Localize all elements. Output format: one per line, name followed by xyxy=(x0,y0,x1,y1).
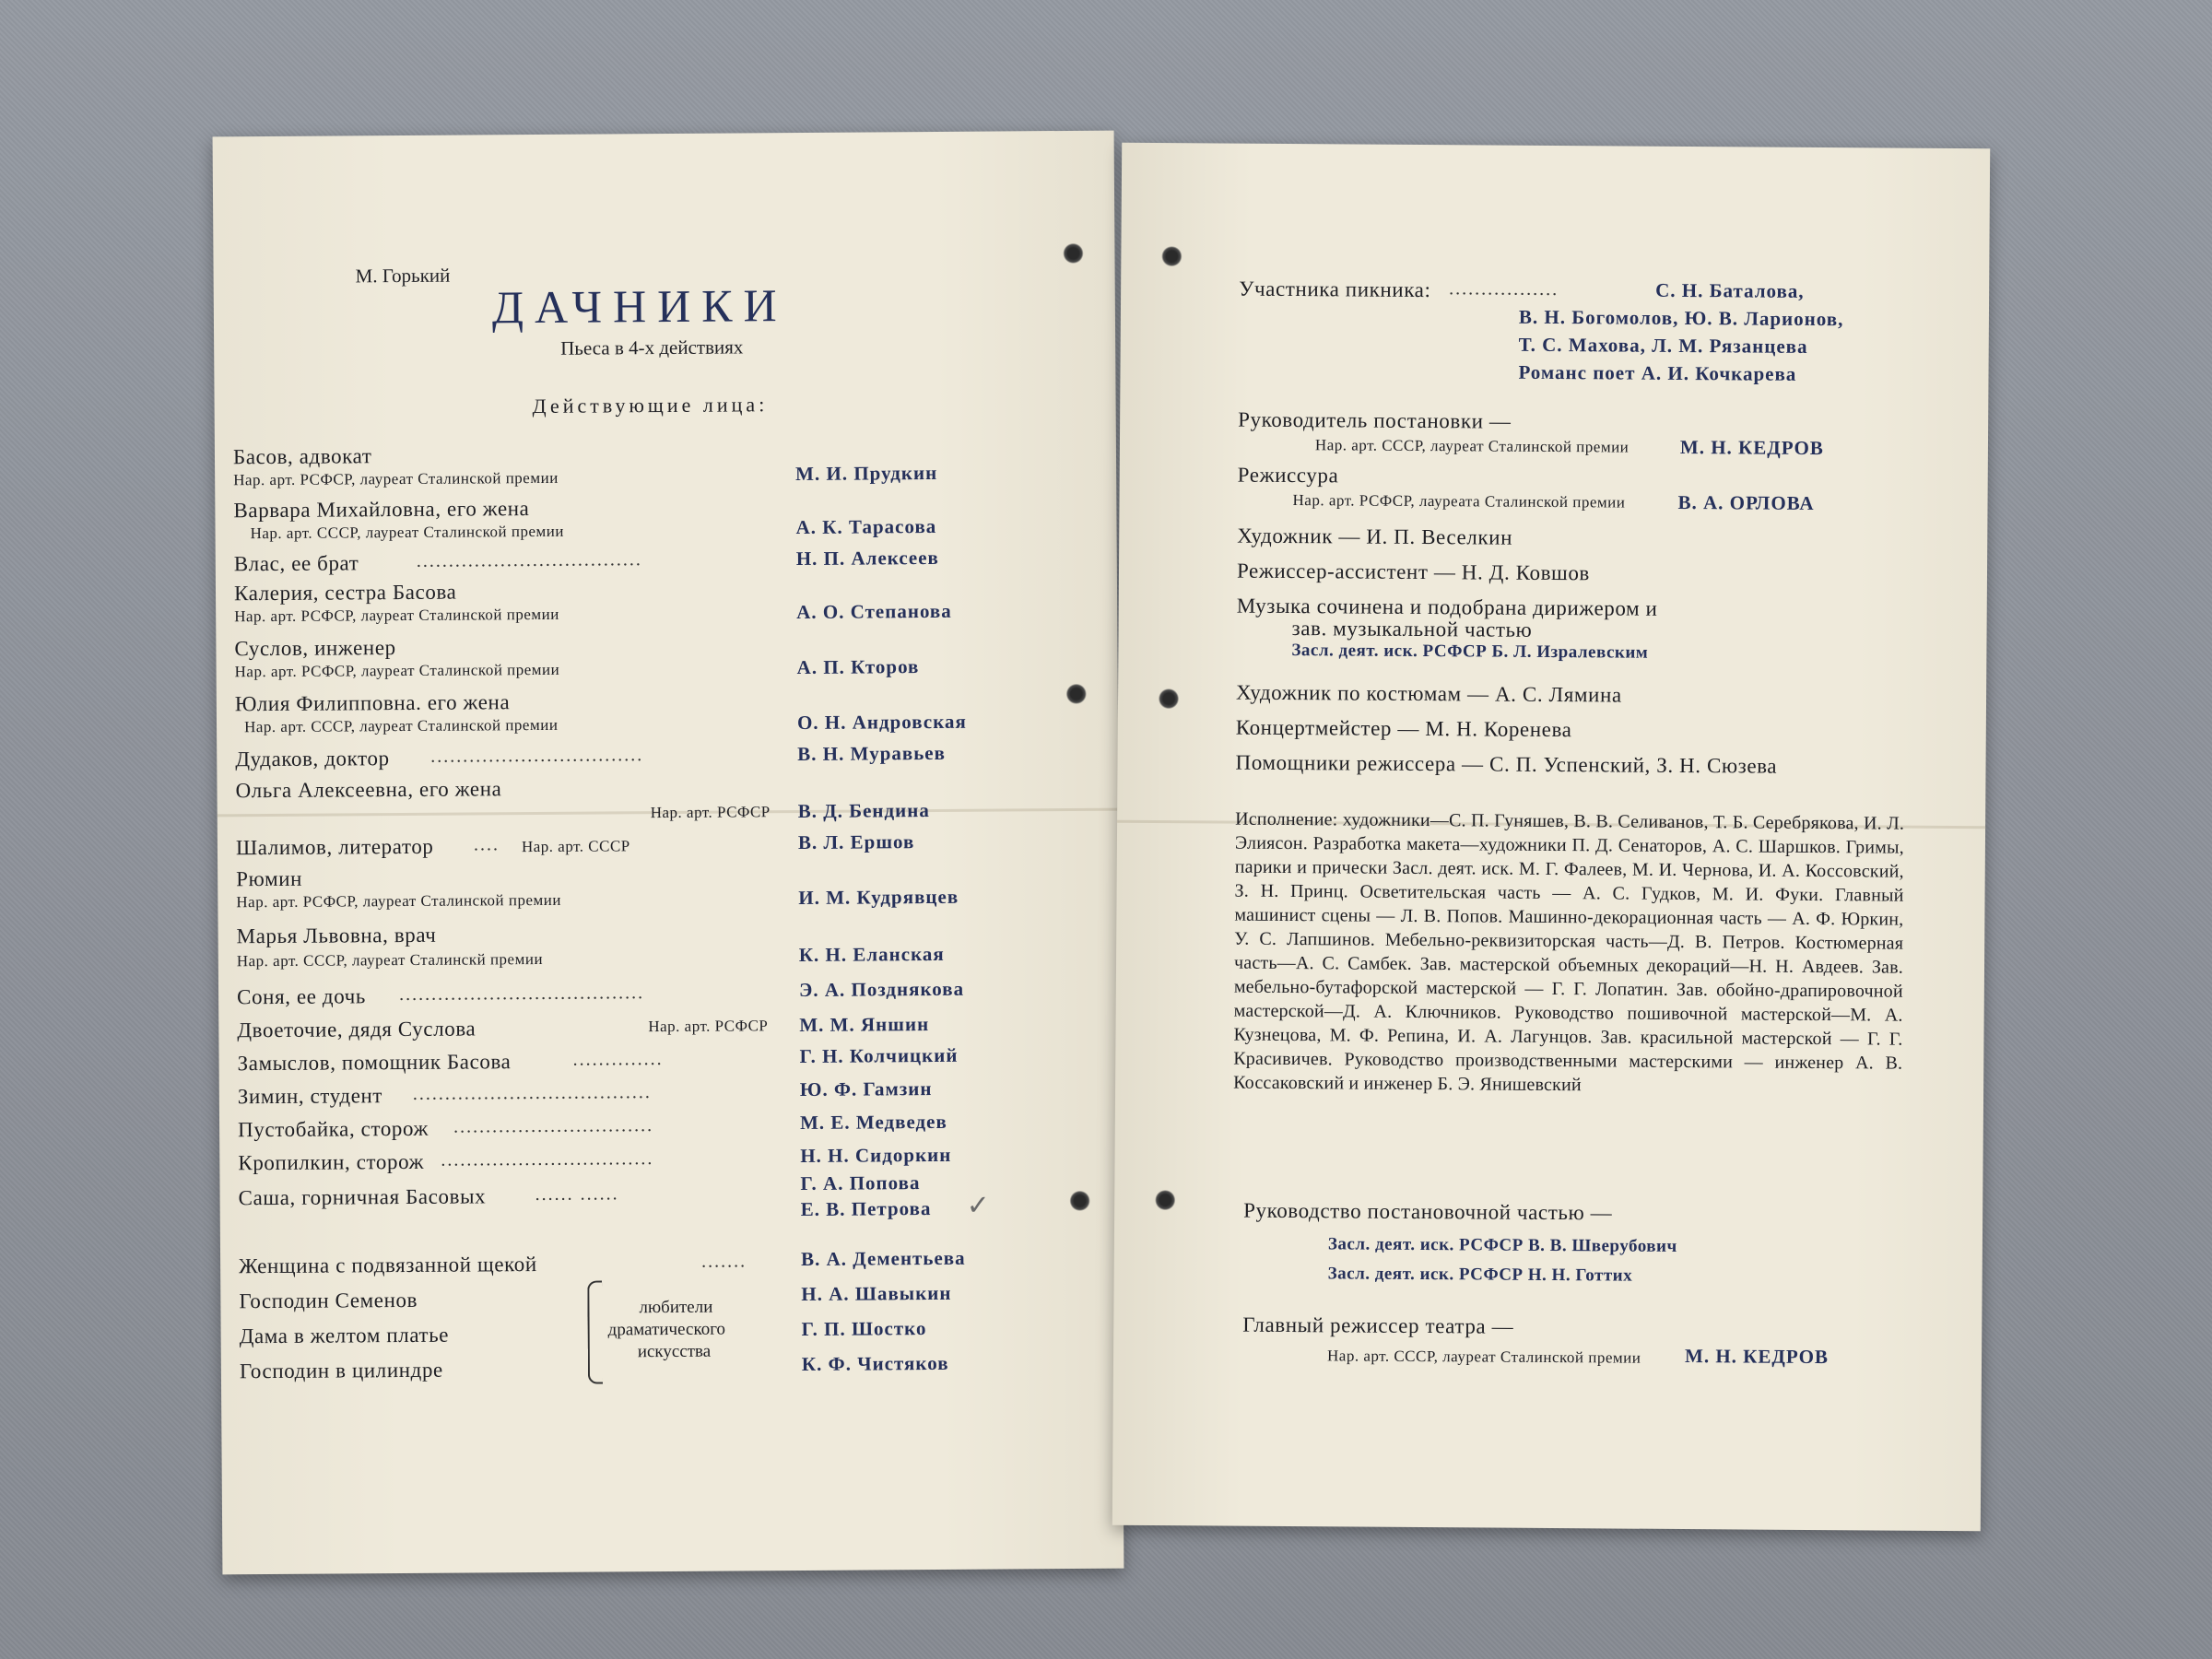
binding-hole xyxy=(1159,688,1179,709)
staging-name: В. А. ОРЛОВА xyxy=(1677,490,1815,514)
cast-actor: М. И. Прудкин xyxy=(795,461,938,486)
cast-role: Пустобайка, сторож xyxy=(238,1116,429,1142)
assistant-credit: Режиссер-ассистент — Н. Д. Ковшов xyxy=(1236,559,1591,585)
cast-actor: Ю. Ф. Гамзин xyxy=(799,1077,933,1101)
chief-name: М. Н. КЕДРОВ xyxy=(1684,1345,1830,1369)
binding-hole xyxy=(1155,1190,1175,1210)
author: М. Горький xyxy=(355,264,451,288)
play-subtitle: Пьеса в 4-х действиях xyxy=(560,335,744,359)
play-title: ДАЧНИКИ xyxy=(491,279,788,334)
picnic-line: Романс поет А. И. Кочкарева xyxy=(1518,360,1797,385)
binding-hole xyxy=(1070,1191,1090,1211)
production-label: Руководство постановочной частью — xyxy=(1243,1198,1613,1225)
cast-role: Кропилкин, сторож xyxy=(238,1149,425,1175)
amateurs-note-line: искусства xyxy=(637,1341,712,1362)
cast-role: Юлия Филипповна. его жена xyxy=(234,690,511,716)
cast-actor: О. Н. Андровская xyxy=(796,710,967,735)
cast-role: Господин Семенов xyxy=(239,1288,418,1313)
cast-actor: А. К. Тарасова xyxy=(795,514,937,539)
picnic-label: Участника пикника: xyxy=(1239,276,1431,302)
cast-role: Женщина с подвязанной щекой xyxy=(239,1253,537,1278)
left-page: М. Горький ДАЧНИКИ Пьеса в 4-х действиях Действующие лица: Басов, адвокат Нар. арт. РСФСР, лауреат Сталинской премии М. И. Прудкин Варвара Михайловна, его жена Нар. арт. СССР, лауреат Сталинской премии А. К. Тарасова Влас, ее брат ................................... Н. П. Алексеев Калерия, сестра Басова Нар. арт. РСФСР, лауреат Сталинской премии А. О. Степанова Суслов, инженер Нар. арт. РСФСР, лауреат Сталинской премии А. П. Кторов Юлия Филипповна. его жена Нар. арт. СССР, лауреат Сталинской премии О. Н. Андровская Дудаков, доктор ................................. В. Н. Муравьев Ольга Алексеевна, его жена Нар. арт. РСФСР В. Д. Бендина Шалимов, литератор .... Нар. арт. СССР В. Л. Ершов Рюмин Нар. арт. РСФСР, лауреат Сталинской премии И. М. Кудрявцев Марья Львовна, врач Нар. арт. СССР, лауреат Сталинскй премии К. Н. Еланская Соня, ее дочь ...................................... Э. А. Позднякова Двоеточие, дядя Суслова Нар. арт. РСФСР М. М. Яншин Замыслов, помощник Басова .............. Г. Н. Колчицкий Зимин, студент ..................................... Ю. Ф. Гамзин Пустобайка, сторож ............................... М. Е. Медведев Кропилкин, сторож ................................. Н. Н. Сидоркин Саша, горничная Басовых ...... ...... Г. А. Попова Е. В. Петрова ✓ Женщина с подвязанной щекой ....... В. А. Дементьева Господин Семенов Н. А. Шавыкин Дама в желтом платье Г. П. Шостко Господин в цилиндре К. Ф. Чистяков любители драматического искусства xyxy=(213,131,1124,1575)
cast-actor: М. Е. Медведев xyxy=(799,1110,947,1135)
cast-actor: Г. Н. Колчицкий xyxy=(799,1043,959,1068)
amateurs-note-line: любители xyxy=(639,1297,713,1318)
cast-role: Господин в цилиндре xyxy=(239,1358,443,1383)
cast-actor-alt: Е. В. Петрова xyxy=(800,1197,932,1221)
cast-role: Зимин, студент xyxy=(237,1084,383,1109)
cast-role: Варвара Михайловна, его жена xyxy=(233,497,530,523)
cast-credit: Нар. арт. СССР, лауреат Сталинской премии xyxy=(250,522,564,543)
cast-credit: Нар. арт. РСФСР, лауреат Сталинской премии xyxy=(234,605,559,626)
cast-heading: Действующие лица: xyxy=(532,393,769,418)
cast-role: Басов, адвокат xyxy=(232,444,372,469)
cast-actor: Н. П. Алексеев xyxy=(795,546,939,571)
cast-actor: Г. П. Шостко xyxy=(801,1317,927,1341)
cast-actor: А. О. Степанова xyxy=(796,599,952,624)
cast-actor: В. Д. Бендина xyxy=(797,799,930,823)
cast-actor: М. М. Яншин xyxy=(799,1013,930,1037)
costumes-credit: Художник по костюмам — А. С. Лямина xyxy=(1235,680,1622,707)
cast-credit: Нар. арт. СССР, лауреат Сталинской премии xyxy=(243,715,559,736)
cast-actor: В. Н. Муравьев xyxy=(797,741,947,766)
cast-actor: К. Ф. Чистяков xyxy=(801,1351,949,1376)
chief-label: Главный режиссер театра — xyxy=(1242,1312,1514,1338)
picnic-line: С. Н. Баталова, xyxy=(1655,278,1805,302)
right-page: Участника пикника: ................. С. Н. Баталова, В. Н. Богомолов, Ю. В. Ларионов, Т. С. Махова, Л. М. Рязанцева Романс поет А. И. Кочкарева Руководитель постановки — Нар. арт. СССР, лауреат Сталинской премии М. Н. КЕДРОВ Режиссура Нар. арт. РСФСР, лауреата Сталинской премии В. А. ОРЛОВА Художник — И. П. Веселкин Режиссер-ассистент — Н. Д. Ковшов Музыка сочинена и подобрана дирижером и зав. музыкальной частью Засл. деят. иск. РСФСР Б. Л. Изралевским Художник по костюмам — А. С. Лямина Концертмейстер — М. Н. Коренева Помощники режиссера — С. П. Успенский, З. Н. Сюзева Исполнение: художники—С. П. Гуняшев, В. В. Селиванов, Т. Б. Серебрякова, И. Л. Элиясон. Разработка макета—художники П. Д. Сенаторов, А. С. Шаршков. Гримы, парики и прически Засл. деят. иск. М. Г. Фалеев, М. И. Чернова, И. А. Коссовский, З. Н. Принц. Осветительская часть — А. С. Гудков, М. И. Фуки. Главный машинист сцены — Л. В. Попов. Машинно-декорационная часть — А. Ф. Юркин, У. С. Лапшинов. Мебельно-реквизиторская часть—Д. В. Петров. Костюмерная часть—А. С. Самбек. Зав. мастерской объемных декораций—Н. Н. Авдеев. Зав. мебельно-бутафорской мастерской — Г. Г. Лопатин. Зав. обойно-драпировочной мастерской—Д. А. Ключников. Руководство пошивочной мастерской—М. А. Кузнецова, М. Ф. Репина, И. А. Лагунцов. Зав. красильной мастерской — Г. Г. Красивичев. Руководство производственными мастерскими — инженер А. В. Коссаковский и инженер Б. Э. Янишевский Руководство постановочной частью — Засл. деят. иск. РСФСР В. В. Шверубович Засл. деят. иск. РСФСР Н. Н. Готтих Главный режиссер театра — Нар. арт. СССР, лауреат Сталинской премии М. Н. КЕДРОВ xyxy=(1112,143,1990,1532)
production-credit: Засл. деят. иск. РСФСР Н. Н. Готтих xyxy=(1327,1264,1633,1286)
chief-credit: Нар. арт. СССР, лауреат Сталинской премии xyxy=(1326,1347,1641,1367)
cast-credit: Нар. арт. РСФСР, лауреат Сталинской премии xyxy=(233,468,559,489)
production-credit: Засл. деят. иск. РСФСР В. В. Шверубович xyxy=(1327,1234,1677,1256)
music-line: зав. музыкальной частью xyxy=(1291,617,1533,641)
cast-role: Ольга Алексеевна, его жена xyxy=(235,777,502,803)
amateurs-note-line: драматического xyxy=(607,1319,726,1340)
cast-role: Замыслов, помощник Басова xyxy=(237,1050,512,1076)
cast-actor: В. Л. Ершов xyxy=(797,830,915,854)
cast-actor: Г. А. Попова xyxy=(800,1171,921,1195)
director-name: М. Н. КЕДРОВ xyxy=(1679,435,1824,460)
execution-paragraph: Исполнение: художники—С. П. Гуняшев, В. В. Селиванов, Т. Б. Серебрякова, И. Л. Элиясон. Разработка макета—художники П. Д. Сенаторов, А. С. Шаршков. Гримы, парики и прически Засл. деят. иск. М. Г. Фалеев, М. И. Чернова, И. А. Коссовский, З. Н. Принц. Осветительская часть — А. С. Гудков, М. И. Фуки. Главный машинист сцены — Л. В. Попов. Машинно-декорационная часть — А. Ф. Юркин, У. С. Лапшинов. Мебельно-реквизиторская часть—Д. В. Петров. Костюмерная часть—А. С. Самбек. Зав. мастерской объемных декораций—Н. Н. Авдеев. Зав. мебельно-бутафорской мастерской — Г. Г. Лопатин. Зав. обойно-драпировочной мастерской—Д. А. Ключников. Руководство пошивочной мастерской—М. А. Кузнецова, М. Ф. Репина, И. А. Лагунцов. Зав. красильной мастерской — Г. Г. Красивичев. Руководство производственными мастерскими — инженер А. В. Коссаковский и инженер Б. Э. Янишевский xyxy=(1233,808,1905,1096)
cast-role: Марья Львовна, врач xyxy=(236,923,437,948)
amateurs-brace xyxy=(587,1281,603,1384)
cast-credit: Нар. арт. СССР xyxy=(521,837,630,856)
music-line: Музыка сочинена и подобрана дирижером и xyxy=(1236,594,1658,620)
cast-role: Дудаков, доктор xyxy=(235,747,390,771)
artist-credit: Художник — И. П. Веселкин xyxy=(1237,524,1513,549)
cast-credit: Нар. арт. РСФСР xyxy=(648,1017,769,1036)
binding-hole xyxy=(1063,243,1083,264)
cast-role: Рюмин xyxy=(236,866,303,891)
music-line: Засл. деят. иск. РСФСР Б. Л. Изралевским xyxy=(1291,641,1649,663)
cast-actor: К. Н. Еланская xyxy=(798,942,945,967)
staging-label: Режиссура xyxy=(1237,463,1339,488)
cast-role: Саша, горничная Басовых xyxy=(238,1184,487,1210)
cast-actor: А. П. Кторов xyxy=(796,655,920,679)
cast-actor: Э. А. Позднякова xyxy=(798,977,965,1002)
cast-actor: Н. Н. Сидоркин xyxy=(800,1143,952,1168)
picnic-line: Т. С. Махова, Л. М. Рязанцева xyxy=(1518,333,1808,358)
cast-credit: Нар. арт. РСФСР, лауреат Сталинской премии xyxy=(234,660,560,681)
cast-role: Шалимов, литератор xyxy=(235,834,434,860)
cast-actor: И. М. Кудрявцев xyxy=(798,885,959,910)
cast-role: Соня, ее дочь xyxy=(236,984,367,1009)
cast-role: Влас, ее брат xyxy=(233,551,359,576)
cast-actor: В. А. Дементьева xyxy=(800,1246,966,1271)
binding-hole xyxy=(1161,246,1182,266)
staging-credit: Нар. арт. РСФСР, лауреата Сталинской премии xyxy=(1292,491,1626,512)
cast-credit: Нар. арт. РСФСР, лауреат Сталинской премии xyxy=(236,890,562,912)
cast-role: Дама в желтом платье xyxy=(239,1323,450,1348)
director-label: Руководитель постановки — xyxy=(1238,407,1512,433)
cast-role: Двоеточие, дядя Суслова xyxy=(237,1017,477,1042)
check-mark-icon: ✓ xyxy=(966,1190,990,1221)
cast-role: Калерия, сестра Басова xyxy=(233,580,457,606)
picnic-line: В. Н. Богомолов, Ю. В. Ларионов, xyxy=(1518,305,1844,331)
cast-actor: Н. А. Шавыкин xyxy=(801,1281,952,1306)
director-credit: Нар. арт. СССР, лауреат Сталинской премии xyxy=(1314,436,1630,456)
concert-credit: Концертмейстер — М. Н. Коренева xyxy=(1235,715,1572,742)
cast-credit: Нар. арт. СССР, лауреат Сталинскй премии xyxy=(236,949,544,971)
binding-hole xyxy=(1066,684,1087,704)
helpers-credit: Помощники режиссера — С. П. Успенский, З. Н. Сюзева xyxy=(1235,750,1778,778)
cast-role: Суслов, инженер xyxy=(234,636,396,661)
cast-credit: Нар. арт. РСФСР xyxy=(650,803,771,822)
